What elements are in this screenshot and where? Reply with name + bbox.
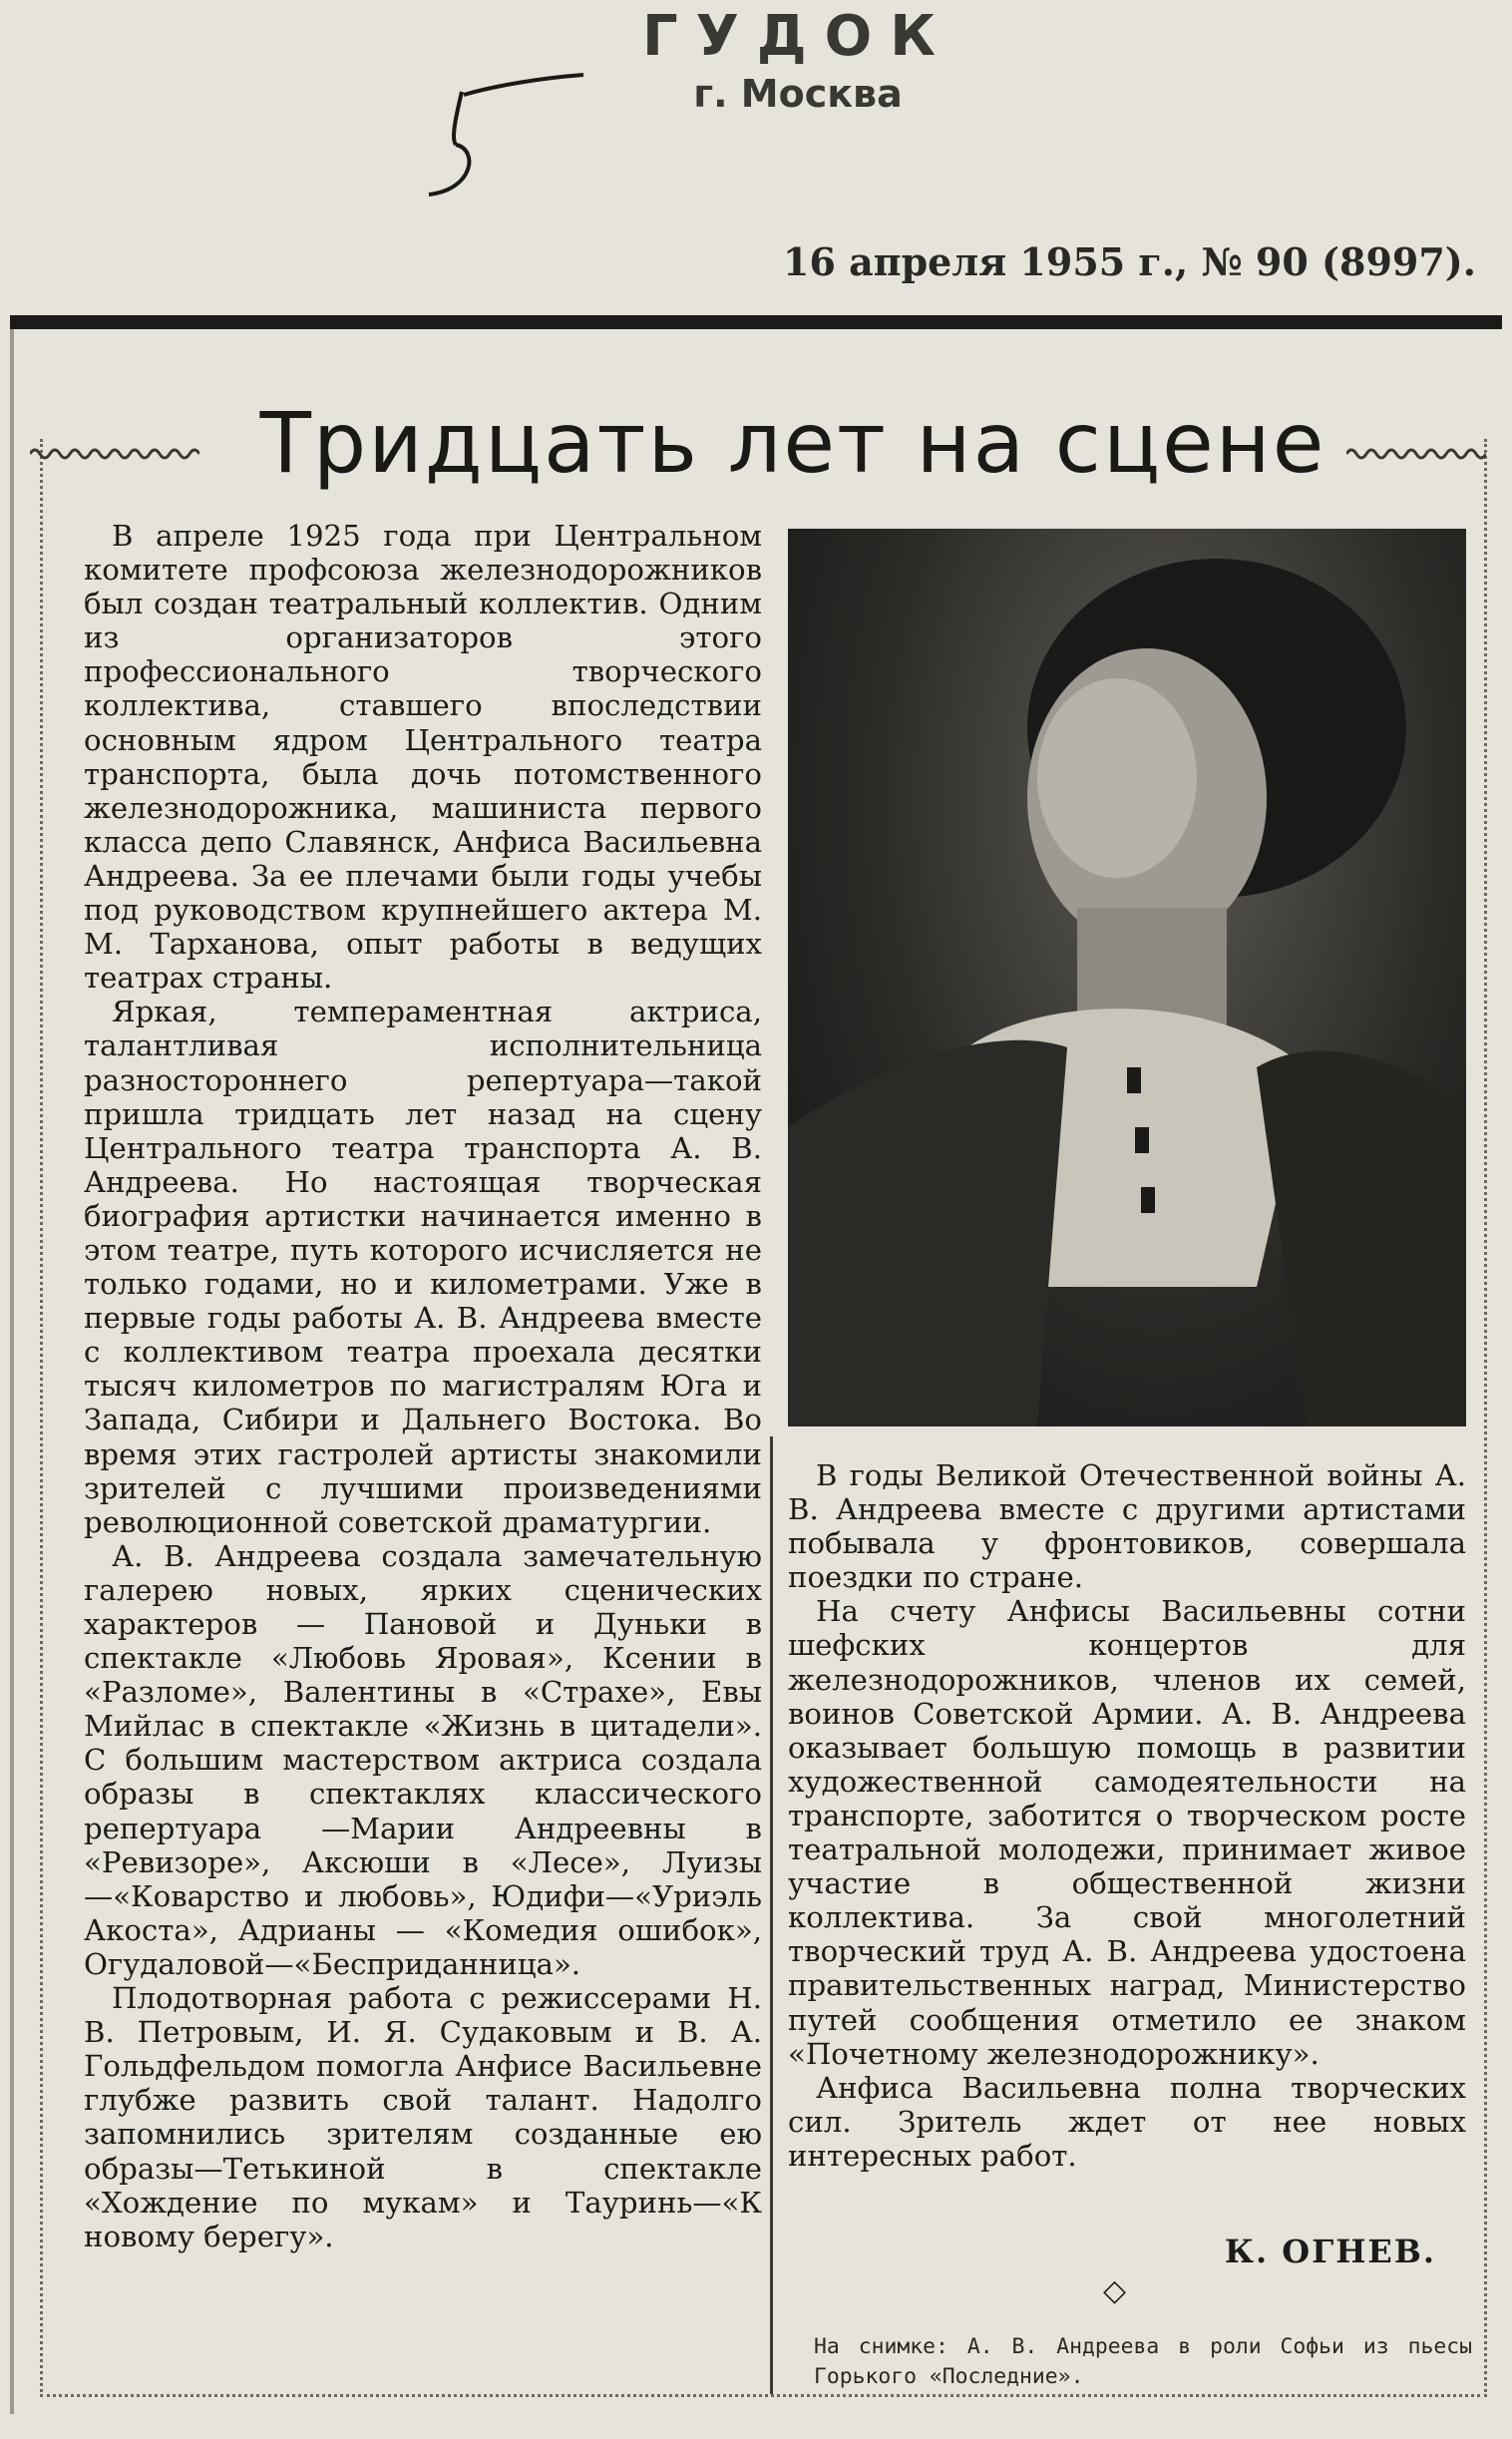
newspaper-city: г. Москва bbox=[693, 72, 903, 116]
author-signature: К. ОГНЕВ. bbox=[1224, 2233, 1436, 2270]
handwritten-mark bbox=[404, 70, 593, 209]
article-paragraph: Анфиса Васильевна полна творческих сил. Зритель ждет от нее новых интересных работ. bbox=[788, 2070, 1466, 2173]
clipping-edge bbox=[10, 329, 14, 2414]
article-paragraph: На счету Анфисы Васильевны сотни шефских концертов для железнодорожников, членов их семей, воинов Советской Армии. А. В. Андреева оказывает большую помощь в развитии художественной самодеятельности на транспорте, заботится о творческом росте театральной молодежи, принимает живое участие в общественной жизни коллектива. За свой многолетний творческий труд А. В. Андреева удостоена правительственных наград, Министерство путей сообщения отметило ее знаком «Почетному железнодорожнику». bbox=[788, 1594, 1466, 2071]
photo-caption: На снимке: А. В. Андреева в роли Софьи из пьесы Горького «Последние». bbox=[814, 2334, 1472, 2389]
article-left-column bbox=[84, 519, 762, 2253]
article-headline: Тридцать лет на сцене bbox=[259, 394, 1326, 492]
masthead-rule bbox=[10, 315, 1502, 329]
issue-date-number: 16 апреля 1955 г., № 90 (8997). bbox=[783, 239, 1476, 284]
article-paragraph: Плодотворная работа с режиссерами Н. В. Петровым, И. Я. Судаковым и В. А. Гольдфельдом помогла Анфисе Васильевне глубже развить свой талант. Надолго запомнились зрителям созданные ею образы—Тетькиной в спектакле «Хождение по мукам» и Тауринь—«К новому берегу». bbox=[84, 1981, 762, 2253]
separator-diamond: ◇ bbox=[1103, 2273, 1127, 2308]
article-paragraph: В апреле 1925 года при Центральном комитете профсоюза железнодорожников был создан театральный коллектив. Одним из организаторов этого профессионального творческого коллектива, ставшего впоследствии основным ядром Центрального театра транспорта, была дочь потомственного железнодорожника, машиниста первого класса депо Славянск, Анфиса Васильевна Андреева. За ее плечами были годы учебы под руководством крупнейшего актера М. М. Тарханова, опыт работы в ведущих театрах страны. bbox=[84, 519, 762, 996]
headline-block bbox=[30, 394, 1486, 504]
article-paragraph: А. В. Андреева создала замечательную галерею новых, ярких сценических характеров — Пановой и Дуньки в спектакле «Любовь Яровая», Ксении в «Разломе», Валентины в «Страхе», Евы Мийлас в спектакле «Жизнь в цитадели». С большим мастерством актриса создала образы в спектаклях классического репертуара —Марии Андреевны в «Ревизоре», Аксюши в «Лесе», Луизы—«Коварство и любовь», Юдифи—«Уриэль Акоста», Адрианы — «Комедия ошибок», Огудаловой—«Бесприданница». bbox=[84, 1538, 762, 1981]
portrait-illustration bbox=[788, 529, 1466, 1426]
newspaper-name: ГУДОК bbox=[641, 4, 954, 69]
left-wavy-ornament bbox=[30, 444, 199, 464]
column-divider bbox=[770, 1436, 773, 2394]
article-right-column bbox=[788, 1458, 1466, 2173]
right-wavy-ornament bbox=[1346, 444, 1486, 464]
article-paragraph: В годы Великой Отечественной войны А. В. Андреева вместе с другими артистами побывала у фронтовиков, совершала поездки по стране. bbox=[788, 1458, 1466, 1595]
masthead bbox=[0, 0, 1512, 329]
article-paragraph: Яркая, темпераментная актриса, талантливая исполнительница разностороннего репертуара—такой пришла тридцать лет назад на сцену Центрального театра транспорта А. В. Андреева. Но настоящая творческая биография артистки начинается именно в этом театре, путь которого исчисляется не только годами, но и километрами. Уже в первые годы работы А. В. Андреева вместе с коллективом театра проехала десятки тысяч километров по магистралям Юга и Запада, Сибири и Дальнего Востока. Во время этих гастролей артисты знакомили зрителей с лучшими произведениями революционной советской драматургии. bbox=[84, 995, 762, 1539]
actress-photo bbox=[788, 529, 1466, 1426]
